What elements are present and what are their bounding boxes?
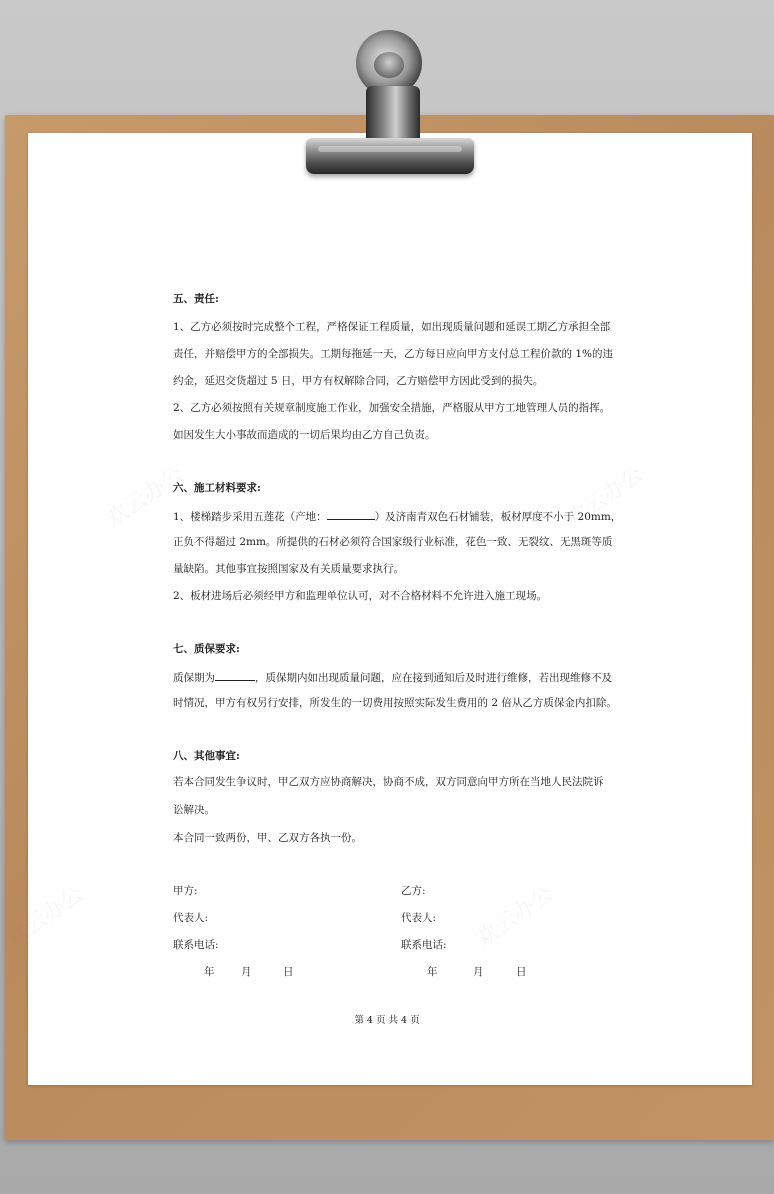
paragraph-line: 本合同一致两份，甲、乙双方各执一份。 xyxy=(173,832,362,844)
date-year-a: 年 xyxy=(204,966,215,978)
party-b-label: 乙方: xyxy=(401,885,426,897)
watermark: 欢云办公 xyxy=(471,881,559,953)
paragraph-line: 约金，延迟交货超过 5 日，甲方有权解除合同，乙方赔偿甲方因此受到的损失。 xyxy=(173,375,544,387)
paragraph-line: 量缺陷。其他事宜按照国家及有关质量要求执行。 xyxy=(173,563,404,575)
paragraph-line: 正负不得超过 2mm。所提供的石材必须符合国家级行业标准，花色一致、无裂纹、无黑斑等质 xyxy=(173,536,613,548)
date-day-b: 日 xyxy=(516,966,527,978)
paragraph-line: 如因发生大小事故而造成的一切后果均由乙方自己负责。 xyxy=(173,429,436,441)
paragraph-line: 若本合同发生争议时，甲乙双方应协商解决，协商不成，双方同意向甲方所在当地人民法院诉 xyxy=(173,776,604,788)
page-number: 第 4 页 共 4 页 xyxy=(354,1015,420,1026)
watermark: 欢云办公 xyxy=(561,461,649,533)
warranty-period-blank xyxy=(215,669,255,681)
party-a-label: 甲方: xyxy=(173,885,198,897)
paragraph-line: 讼解决。 xyxy=(173,804,215,816)
paragraph-line xyxy=(173,508,621,524)
paragraph-text: ）及济南青双色石材铺装，板材厚度不小于 20mm， xyxy=(374,511,622,523)
paragraph-line: 责任，并赔偿甲方的全部损失。工期每拖延一天，乙方每日应向甲方支付总工程价款的 1%的违 xyxy=(173,348,613,360)
paragraph-line: 1、乙方必须按时完成整个工程，严格保证工程质量，如出现质量问题和延误工期乙方承担全部 xyxy=(173,321,611,333)
date-month-b: 月 xyxy=(473,966,484,978)
paragraph-text: 1、楼梯踏步采用五莲花（产地： xyxy=(173,511,327,523)
paragraph-line: 时情况，甲方有权另行安排，所发生的一切费用按照实际发生费用的 2 倍从乙方质保金内扣除。 xyxy=(173,697,617,709)
paragraph-line: 2、板材进场后必须经甲方和监理单位认可，对不合格材料不允许进入施工现场。 xyxy=(173,590,548,602)
phone-b-label: 联系电话: xyxy=(401,939,447,951)
origin-blank-field xyxy=(327,508,375,520)
paragraph-line: 2、乙方必须按照有关规章制度施工作业，加强安全措施，严格服从甲方工地管理人员的指挥。 xyxy=(173,402,611,414)
representative-a-label: 代表人: xyxy=(173,912,209,924)
date-year-b: 年 xyxy=(427,966,438,978)
representative-b-label: 代表人: xyxy=(401,912,437,924)
section-heading-responsibility: 五、责任: xyxy=(173,293,219,305)
date-month-a: 月 xyxy=(241,966,252,978)
date-day-a: 日 xyxy=(283,966,294,978)
phone-a-label: 联系电话: xyxy=(173,939,219,951)
watermark: 欢云办公 xyxy=(101,461,189,533)
section-heading-other: 八、其他事宜: xyxy=(173,750,240,762)
paragraph-text: 质保期为 xyxy=(173,672,215,684)
watermark: 欢云办公 xyxy=(1,881,89,953)
paragraph-text: ，质保期内如出现质量问题，应在接到通知后及时进行维修，若出现维修不及 xyxy=(255,672,612,684)
paragraph-line xyxy=(173,669,612,685)
section-heading-materials: 六、施工材料要求: xyxy=(173,482,261,494)
section-heading-warranty: 七、质保要求: xyxy=(173,643,240,655)
